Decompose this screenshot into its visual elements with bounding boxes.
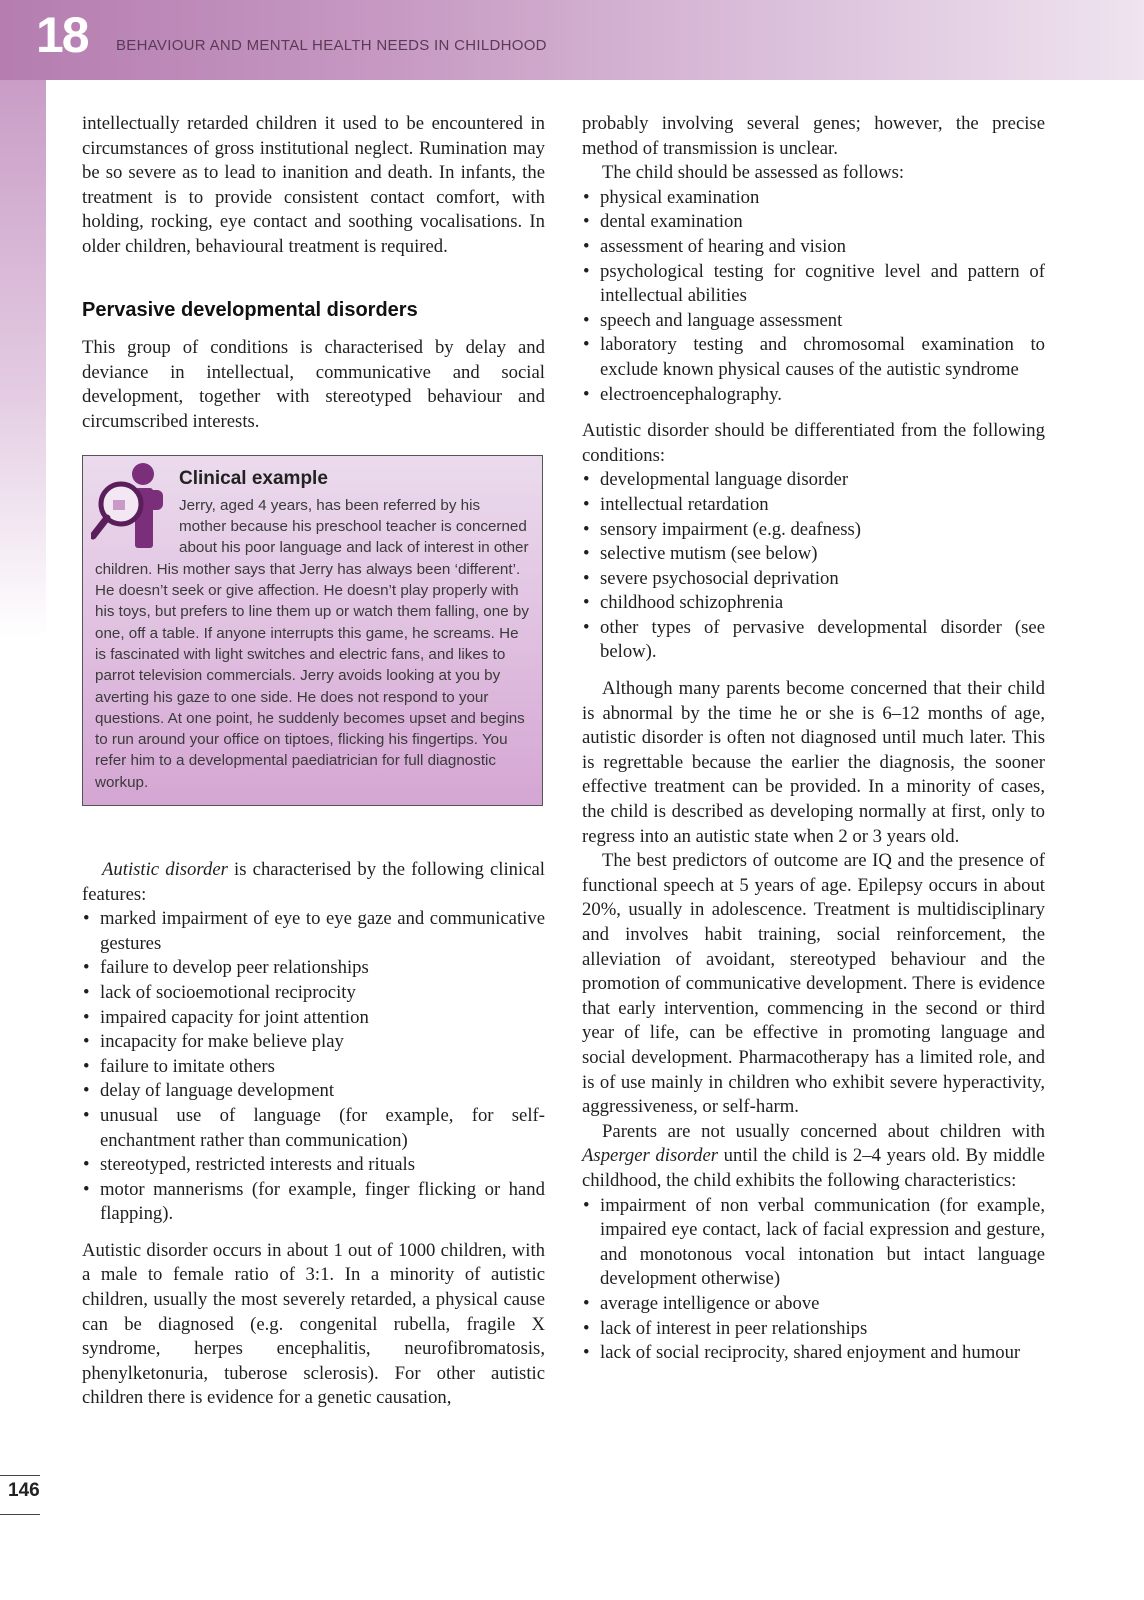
side-band — [0, 80, 46, 640]
section-heading: Pervasive developmental disorders — [82, 298, 418, 321]
page-number: 146 — [8, 1480, 40, 1501]
list-item: • lack of socioemotional reciprocity — [82, 981, 545, 1006]
list-item: • incapacity for make believe play — [82, 1030, 545, 1055]
page-number-rule-bottom — [0, 1514, 40, 1515]
list-item: • dental examination — [582, 210, 1045, 235]
list-item: • failure to develop peer relationships — [82, 956, 545, 981]
list-item: • developmental language disorder — [582, 468, 1045, 493]
list-item: • stereotyped, restricted interests and rituals — [82, 1153, 545, 1178]
intro-paragraph: intellectually retarded children it used to be encountered in circumstances of gross institutional neglect. Rumination may be so severe as to lead to inanition and death. In infants, the treatment is to provide consistent contact comfort, with holding, rocking, eye contact and soothing vocalisations. In older children, behavioural treatment is required. — [82, 113, 545, 257]
left-column — [82, 112, 545, 1411]
differential-list — [582, 468, 1045, 665]
asperger-paragraph — [582, 1120, 1045, 1194]
list-item: • laboratory testing and chromosomal examination to exclude known physical causes of the autistic syndrome — [582, 333, 1045, 382]
list-item: • delay of language development — [82, 1079, 545, 1104]
autistic-intro-rest: is characterised by the following clinical features: — [82, 858, 545, 905]
clinical-example-text: Jerry, aged 4 years, has been referred by his mother because his preschool teacher is concerned about his poor language and lack of interest in other children. His mother says that Jerry has always been ‘different’. He doesn’t seek or give affection. He doesn’t play properly with his toys, but prefers to line them up or watch them falling, one by one, off a table. If anyone interrupts this game, he screams. He is fascinated with light switches and electric fans, and likes to parrot television commercials. Jerry avoids looking at you by averting his gaze to one side. He does not respond to your questions. At one point, he suddenly becomes upset and begins to run around your office on tiptoes, flicking his fingertips. You refer him to a developmental paediatrician for full diagnostic workup. — [95, 496, 529, 791]
list-item: • impaired capacity for joint attention — [82, 1006, 545, 1031]
list-item: • sensory impairment (e.g. deafness) — [582, 518, 1045, 543]
list-item: • severe psychosocial deprivation — [582, 567, 1045, 592]
list-item: • other types of pervasive developmental disorder (see below). — [582, 616, 1045, 665]
magnifier-person-icon — [91, 460, 177, 610]
list-item: • lack of social reciprocity, shared enjoyment and humour — [582, 1341, 1045, 1366]
assessment-list — [582, 186, 1045, 407]
list-item: • impairment of non verbal communication (for example, impaired eye contact, lack of facial expression and gesture, and monotonous vocal intonation but intact language development otherwise) — [582, 1194, 1045, 1292]
asperger-post: until the child is 2–4 years old. By middle childhood, the child exhibits the following characteristics: — [582, 1145, 1045, 1191]
list-item: • physical examination — [582, 186, 1045, 211]
list-item: • childhood schizophrenia — [582, 591, 1045, 616]
differential-intro: Autistic disorder should be differentiated from the following conditions: — [582, 420, 1045, 466]
section-paragraph: This group of conditions is characterised by delay and deviance in intellectual, communicative and social development, together with stereotyped behaviour and circumscribed interests. — [82, 337, 545, 432]
chapter-number: 18 — [36, 7, 88, 63]
autistic-intro — [82, 858, 545, 907]
prevalence-paragraph: Autistic disorder occurs in about 1 out of 1000 children, with a male to female ratio of 3:1. In a minority of autistic children, usually the most severely retarded, a physical cause can be diagnosed (e.g. congenital rubella, fragile X syndrome, herpes encephalitis, neurofibromatosis, phenylketonuria, tuberose sclerosis). For other autistic children there is evidence for a genetic causation, — [82, 1239, 545, 1409]
asperger-features-list — [582, 1194, 1045, 1366]
clinical-example-box — [82, 455, 543, 806]
asperger-term: Asperger disorder — [582, 1145, 719, 1167]
page-header — [0, 0, 1144, 80]
list-item: • psychological testing for cognitive level and pattern of intellectual abilities — [582, 260, 1045, 309]
outcome-paragraph: The best predictors of outcome are IQ and the presence of functional speech at 5 years of age. Epilepsy occurs in about 20%, usually in adolescence. Treatment is multidisciplinary and involves habit training, social reinforcement, the alleviation of avoidant, stereotyped behaviour and the promotion of communicative development. There is evidence that early intervention, commencing in the second or third year of life, can be effective in promoting language and social development. Pharmacotherapy has a limited role, and is of use mainly in children who exhibit severe hyperactivity, aggressiveness, or self-harm. — [582, 850, 1045, 1118]
page-number-rule-top — [0, 1475, 40, 1476]
list-item: • average intelligence or above — [582, 1292, 1045, 1317]
list-item: • motor mannerisms (for example, finger flicking or hand flapping). — [82, 1178, 545, 1227]
list-item: • marked impairment of eye to eye gaze and communicative gestures — [82, 907, 545, 956]
right-column — [582, 112, 1045, 1366]
running-head: BEHAVIOUR AND MENTAL HEALTH NEEDS IN CHILDHOOD — [116, 37, 547, 54]
assessment-intro: The child should be assessed as follows: — [602, 162, 905, 184]
list-item: • assessment of hearing and vision — [582, 235, 1045, 260]
list-item: • electroencephalography. — [582, 383, 1045, 408]
clinical-example-title: Clinical example — [179, 467, 328, 489]
list-item: • selective mutism (see below) — [582, 542, 1045, 567]
list-item: • failure to imitate others — [82, 1055, 545, 1080]
autistic-term: Autistic disorder — [102, 858, 228, 880]
continued-paragraph: probably involving several genes; however, the precise method of transmission is unclear. — [582, 113, 1045, 159]
list-item: • unusual use of language (for example, for self-enchantment rather than communication) — [82, 1104, 545, 1153]
list-item: • speech and language assessment — [582, 309, 1045, 334]
autistic-features-list — [82, 907, 545, 1227]
asperger-pre: Parents are not usually concerned about children with — [602, 1120, 1045, 1142]
diagnosis-paragraph: Although many parents become concerned that their child is abnormal by the time he or she is 6–12 months of age, autistic disorder is often not diagnosed until much later. This is regrettable because the earlier the diagnosis, the sooner effective treatment can be provided. In a minority of cases, the child is described as developing normally at first, only to regress into an autistic state when 2 or 3 years old. — [582, 678, 1045, 847]
list-item: • lack of interest in peer relationships — [582, 1317, 1045, 1342]
list-item: • intellectual retardation — [582, 493, 1045, 518]
